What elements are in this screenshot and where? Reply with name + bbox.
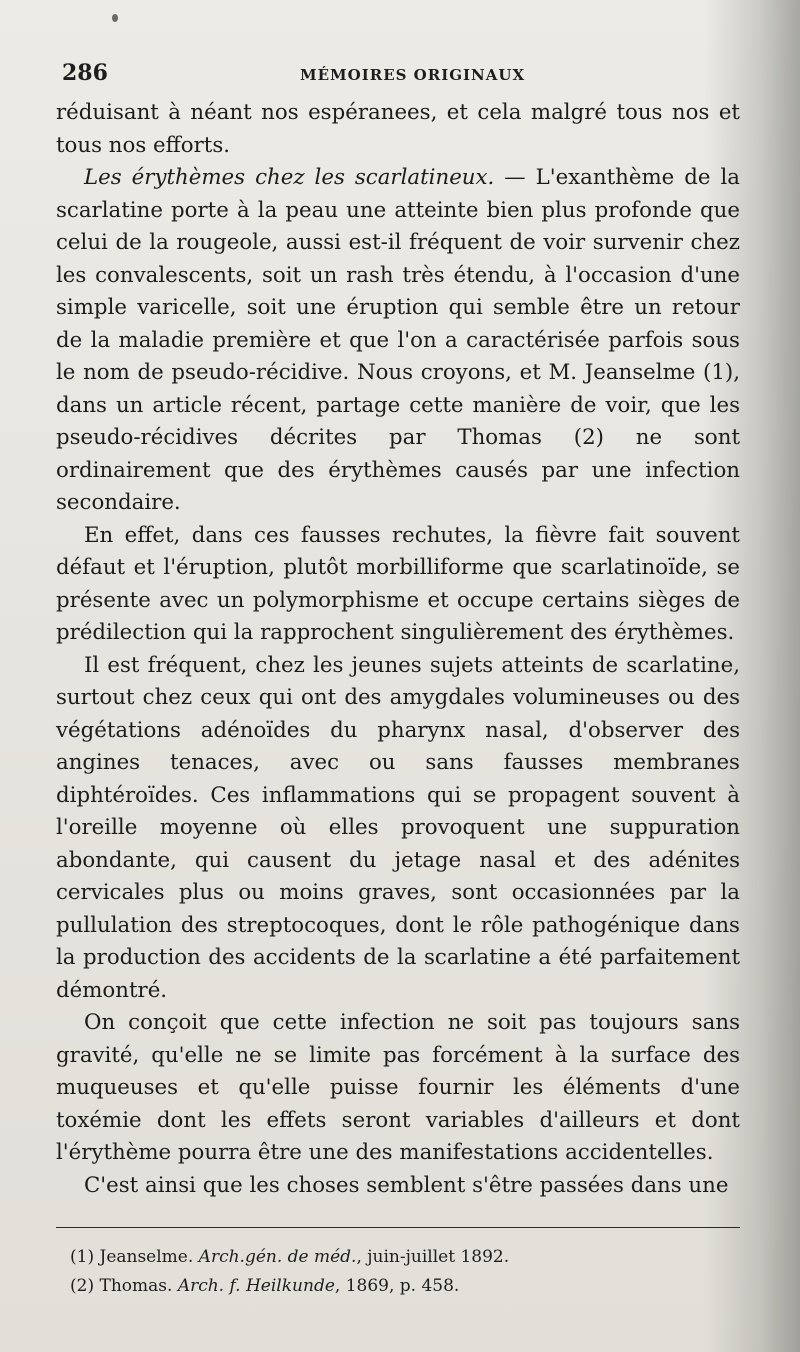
paragraph <box>56 97 740 162</box>
footnote-author: Thomas. <box>99 1276 173 1296</box>
paragraph-text: On conçoit que cette infection ne soit pas toujours sans gravité, qu'elle ne se limite pas forcément à la surface des muqueuses et qu'elle puisse fournir les éléments d'une toxémie dont les effets seront variables d'ailleurs et dont l'érythème pourra être une des manifestations accidentelles. <box>56 1010 740 1165</box>
footnote-marker: (1) <box>70 1247 95 1267</box>
footnote-details: , juin-juillet 1892. <box>356 1247 510 1267</box>
paragraph <box>56 520 740 650</box>
footnote <box>70 1272 730 1301</box>
footnote-source: Arch.gén. de méd. <box>198 1247 357 1267</box>
paragraph-text: C'est ainsi que les choses semblent s'être passées dans une <box>84 1172 729 1198</box>
paragraph-text: En effet, dans ces fausses rechutes, la fièvre fait souvent défaut et l'éruption, plutôt morbilliforme que scarlatinoïde, se présente avec un polymorphisme et occupe certains sièges de prédilection qui la rapprochent singulièrement des érythèmes. <box>56 522 740 645</box>
section-lead: Les érythèmes chez les scarlatineux. <box>84 165 495 190</box>
footnotes <box>70 1243 730 1301</box>
footnote-marker: (2) <box>70 1276 95 1296</box>
paragraph <box>56 1007 740 1170</box>
footnote-details: , 1869, p. 458. <box>334 1276 460 1296</box>
paragraph-text: Il est fréquent, chez les jeunes sujets atteints de scarlatine, surtout chez ceux qui ont des amygdales volumineuses ou des végétations adénoïdes du pharynx nasal, d'observer des angines tenaces, avec ou sans fausses membranes diphtéroïdes. Ces inflammations qui se propagent souvent à l'oreille moyenne où elles provoquent une suppuration abondante, qui causent du jetage nasal et des adénites cervicales plus ou moins graves, sont occasionnées par la pullulation des streptocoques, dont le rôle pathogénique dans la production des accidents de la scarlatine a été parfaitement démontré. <box>56 652 740 1003</box>
paragraph <box>56 1170 740 1203</box>
footnote-author: Jeanselme. <box>99 1247 194 1267</box>
page-header <box>60 60 740 92</box>
paragraph <box>56 650 740 1008</box>
footnote-divider <box>56 1227 740 1228</box>
body-text <box>56 97 740 1202</box>
paragraph-text: réduisant à néant nos espéranees, et cela malgré tous nos et tous nos efforts. <box>56 100 740 158</box>
page-number: 286 <box>62 60 108 86</box>
footnote-source: Arch. f. Heilkunde <box>177 1276 335 1296</box>
ink-speck <box>112 14 118 22</box>
paragraph-text: — L'exanthème de la scarlatine porte à la peau une atteinte bien plus profonde que celui de la rougeole, aussi est-il fréquent de voir survenir chez les convalescents, soit un rash très étendu, à l'occasion d'une simple varicelle, soit une éruption qui semble être un retour de la maladie première et que l'on a caractérisée parfois sous le nom de pseudo-récidive. Nous croyons, et M. Jeanselme (1), dans un article récent, partage cette manière de voir, que les pseudo-récidives décrites par Thomas (2) ne sont ordinairement que des érythèmes causés par une infection secondaire. <box>56 165 740 515</box>
paragraph <box>56 162 740 520</box>
footnote <box>70 1243 730 1272</box>
running-head: MÉMOIRES ORIGINAUX <box>300 66 526 84</box>
